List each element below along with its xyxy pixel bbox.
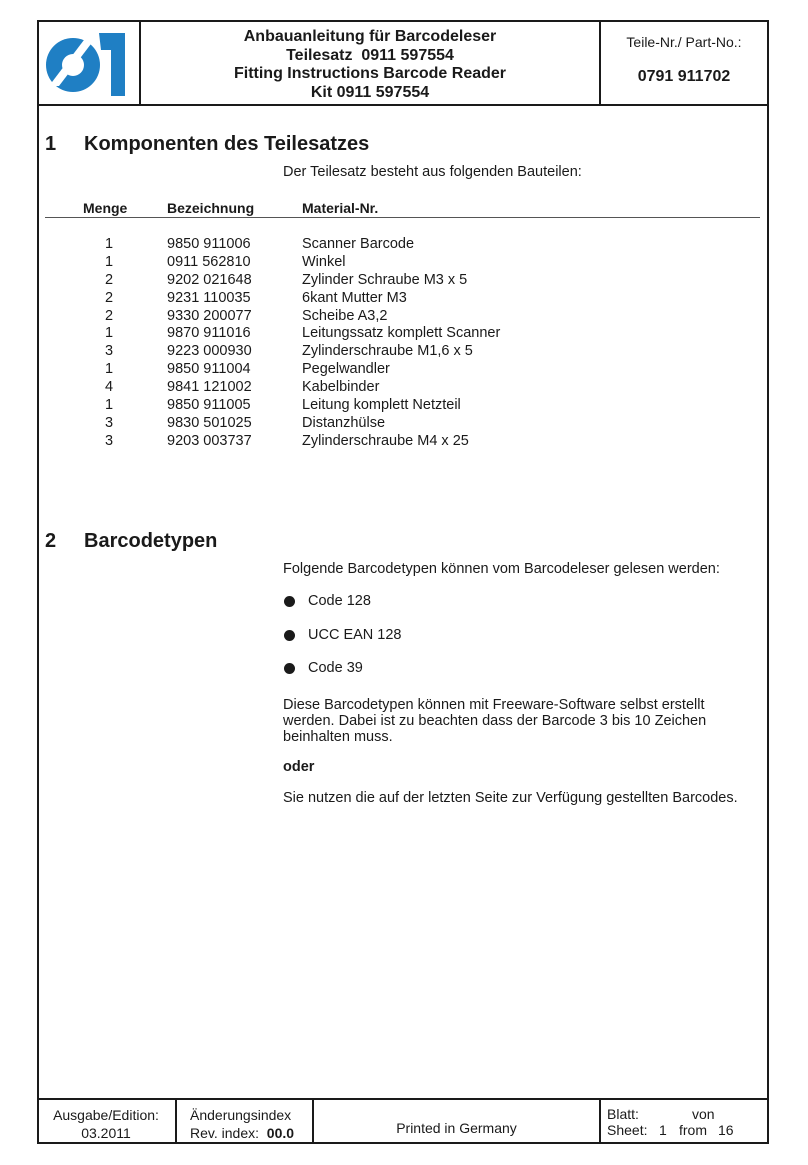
quantity-cell: 2 xyxy=(104,271,114,288)
printed-in: Printed in Germany xyxy=(396,1120,517,1136)
table-row xyxy=(45,361,760,379)
title-line: Teilesatz 0911 597554 xyxy=(286,46,454,64)
material-cell: Pegelwandler xyxy=(302,361,390,378)
list-item-label: Code 128 xyxy=(308,593,371,609)
quantity-cell: 1 xyxy=(104,397,114,414)
designation-cell: 9870 911016 xyxy=(167,325,251,342)
material-cell: Leitung komplett Netzteil xyxy=(302,397,461,414)
quantity-cell: 1 xyxy=(104,253,114,270)
designation-cell: 9223 000930 xyxy=(167,343,252,360)
material-cell: Zylinder Schraube M3 x 5 xyxy=(302,271,468,288)
edition-label: Ausgabe/Edition: xyxy=(53,1107,159,1123)
table-row xyxy=(45,397,760,415)
closing-text: Sie nutzen die auf der letzten Seite zur Verfügung gestellten Barcodes. xyxy=(283,790,738,806)
section-title: Barcodetypen xyxy=(84,530,218,552)
sheet-number: 1 xyxy=(659,1122,667,1138)
part-number-label: Teile-Nr./ Part-No.: xyxy=(626,34,742,50)
quantity-cell: 4 xyxy=(104,379,114,396)
material-cell: Zylinderschraube M4 x 25 xyxy=(302,432,469,449)
quantity-cell: 3 xyxy=(104,414,114,431)
rev-index-value: 00.0 xyxy=(266,1125,295,1141)
table-row xyxy=(45,290,760,308)
quantity-cell: 2 xyxy=(104,307,114,324)
document-title xyxy=(141,20,601,104)
list-item-label: UCC EAN 128 xyxy=(308,626,402,643)
rev-index-label: Rev. index: xyxy=(190,1125,259,1141)
page-frame xyxy=(37,20,769,1144)
edition-value: 03.2011 xyxy=(81,1125,131,1141)
list-item-label: Code 39 xyxy=(308,660,363,676)
from-label: from xyxy=(679,1122,707,1138)
material-cell: Scheibe A3,2 xyxy=(302,307,388,324)
sheet-cell xyxy=(601,1100,767,1144)
section-title: Komponenten des Teilesatzes xyxy=(84,133,370,155)
column-header-material: Material-Nr. xyxy=(302,200,379,216)
table-row xyxy=(45,236,760,254)
table-row xyxy=(45,415,760,433)
or-label: oder xyxy=(283,759,315,775)
section-number: 2 xyxy=(45,530,57,552)
designation-cell: 9850 911004 xyxy=(167,361,251,378)
designation-cell: 9330 200077 xyxy=(167,307,252,324)
quantity-cell: 1 xyxy=(104,236,114,252)
printed-cell xyxy=(314,1100,601,1144)
edition-cell xyxy=(37,1100,177,1144)
designation-cell: 9850 911005 xyxy=(167,397,251,414)
change-index-label: Änderungsindex xyxy=(190,1107,292,1123)
material-cell: Leitungssatz komplett Scanner xyxy=(302,325,501,342)
revision-cell xyxy=(177,1100,314,1144)
bullet-icon xyxy=(284,630,295,641)
section-number: 1 xyxy=(45,133,57,155)
table-row xyxy=(45,254,760,272)
quantity-cell: 1 xyxy=(104,361,114,378)
blatt-label: Blatt: xyxy=(607,1106,639,1122)
part-number-cell xyxy=(601,20,767,104)
von-label: von xyxy=(692,1106,715,1122)
footer xyxy=(37,1098,769,1144)
material-cell: Winkel xyxy=(302,253,346,270)
material-cell: Zylinderschraube M1,6 x 5 xyxy=(302,343,473,360)
header xyxy=(37,20,769,106)
column-header-designation: Bezeichnung xyxy=(167,200,255,216)
designation-cell: 9202 021648 xyxy=(167,271,252,288)
section-intro: Der Teilesatz besteht aus folgenden Bauteilen: xyxy=(283,164,582,180)
material-cell: Kabelbinder xyxy=(302,379,380,396)
designation-cell: 9231 110035 xyxy=(167,289,251,306)
quantity-cell: 1 xyxy=(104,325,114,342)
designation-cell: 0911 562810 xyxy=(167,253,251,270)
table-row xyxy=(45,325,760,343)
material-cell: Scanner Barcode xyxy=(302,236,415,252)
designation-cell: 9830 501025 xyxy=(167,414,252,431)
section-intro: Folgende Barcodetypen können vom Barcodeleser gelesen werden: xyxy=(283,561,720,577)
designation-cell: 9850 911006 xyxy=(167,236,251,252)
part-number: 0791 911702 xyxy=(637,68,731,85)
table-row xyxy=(45,308,760,326)
quantity-cell: 3 xyxy=(104,343,114,360)
bullet-icon xyxy=(284,596,295,607)
table-row xyxy=(45,433,760,451)
logo-cell xyxy=(37,20,141,104)
designation-cell: 9203 003737 xyxy=(167,432,252,449)
quantity-cell: 3 xyxy=(104,432,114,449)
parts-table-header xyxy=(45,200,760,218)
sheet-total: 16 xyxy=(718,1122,734,1138)
duerkopp-logo xyxy=(37,20,137,104)
material-cell: Distanzhülse xyxy=(302,414,386,431)
title-line: Anbauanleitung für Barcodeleser xyxy=(243,28,497,45)
table-row xyxy=(45,343,760,361)
quantity-cell: 2 xyxy=(104,289,114,306)
title-line: Fitting Instructions Barcode Reader xyxy=(233,65,507,82)
material-cell: 6kant Mutter M3 xyxy=(302,289,407,306)
title-line: Kit 0911 597554 xyxy=(310,83,430,101)
paragraph: Diese Barcodetypen können mit Freeware-Software selbst erstellt werden. Dabei ist zu beachten dass der Barcode 3 bis 10 Zeichen beinhalten muss. xyxy=(283,697,707,745)
table-row xyxy=(45,379,760,397)
column-header-quantity: Menge xyxy=(83,200,128,216)
sheet-label: Sheet: xyxy=(607,1122,648,1138)
bullet-icon xyxy=(284,663,295,674)
designation-cell: 9841 121002 xyxy=(167,379,252,396)
table-row xyxy=(45,272,760,290)
parts-table xyxy=(45,236,760,451)
